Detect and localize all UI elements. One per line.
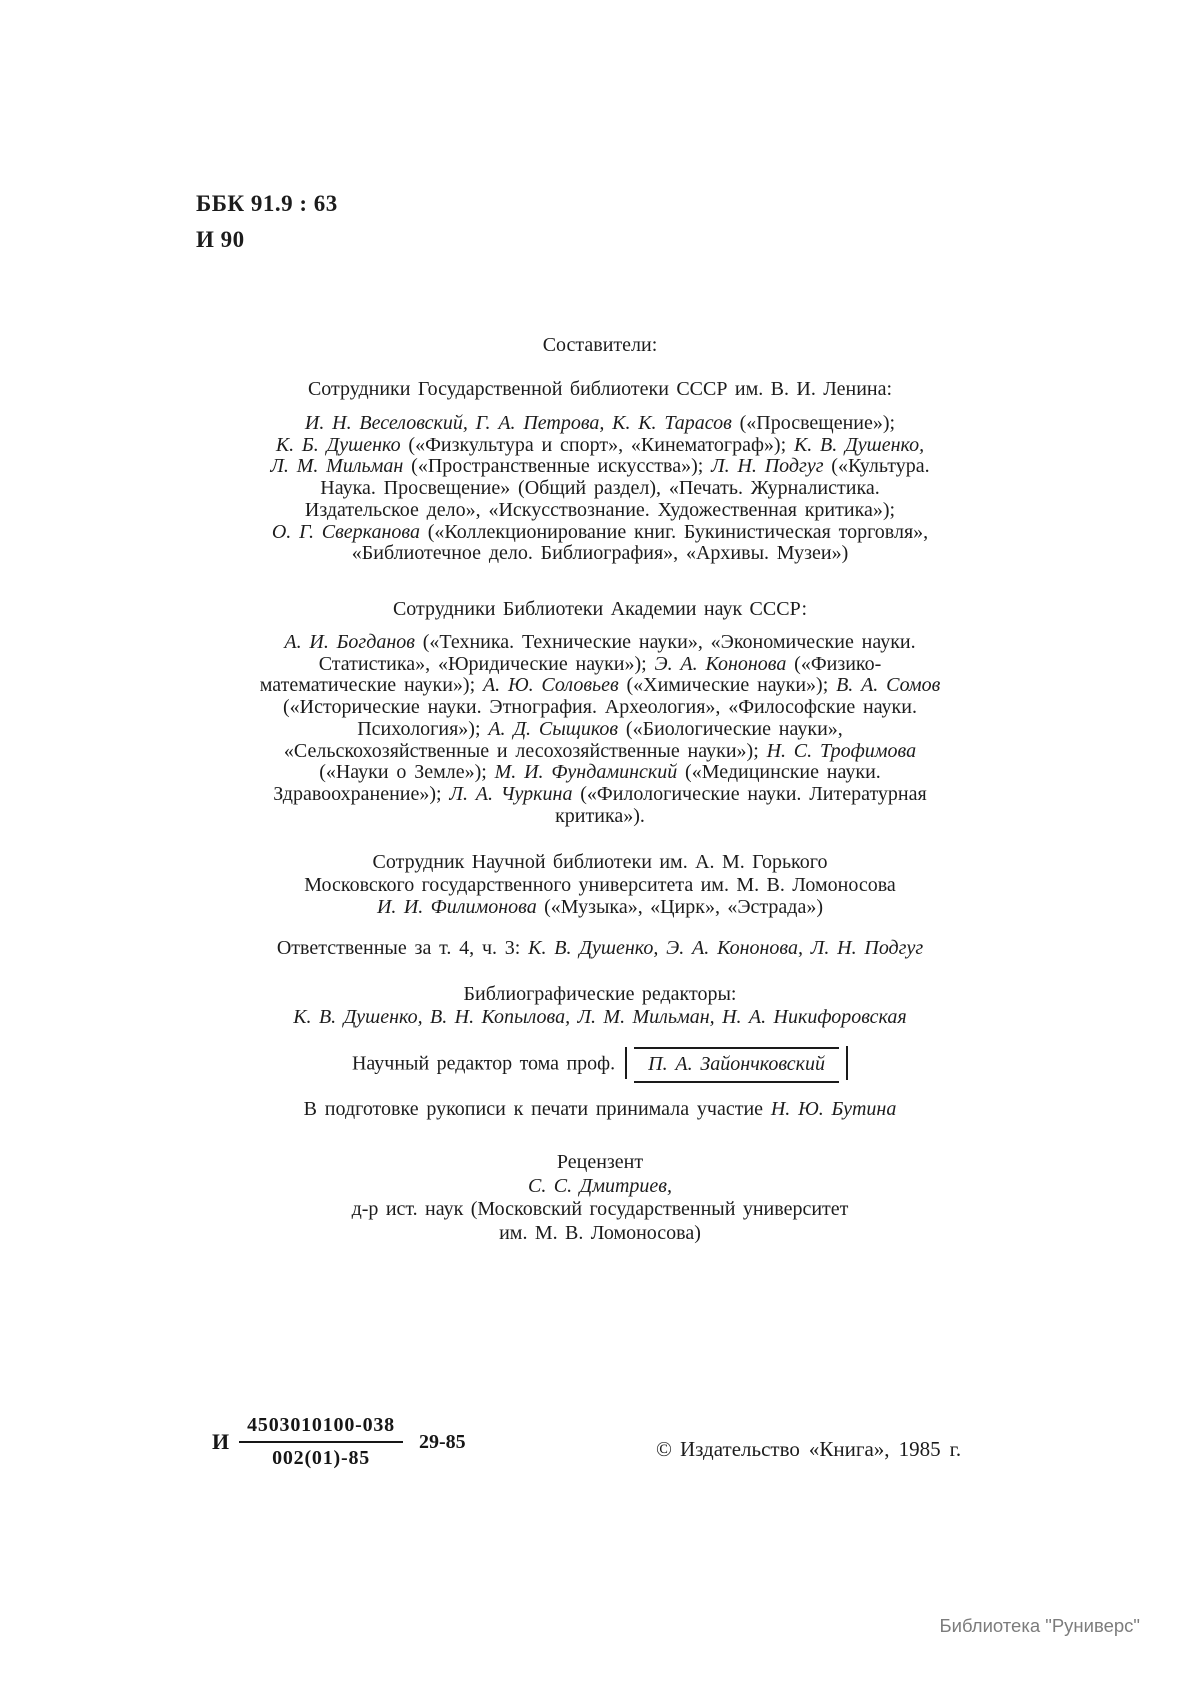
text-segment: «Сельскохозяйственные и лесохозяйственные науки»); <box>283 739 767 762</box>
text-line <box>0 632 1200 654</box>
person-name: К. В. Душенко, Э. А. Кононова, Л. Н. Подгуг <box>528 937 924 959</box>
text-segment: («Химические науки»); <box>618 674 837 697</box>
text-segment: («Просвещение»); <box>731 412 896 434</box>
text-line <box>0 936 1200 960</box>
scientific-editor-line <box>0 1046 1200 1084</box>
person-name: С. С. Дмитриев, <box>528 1174 672 1197</box>
text-line <box>0 500 1200 522</box>
text-segment: («Пространственные искусства»); <box>403 455 712 478</box>
person-name: А. Д. Сыщиков <box>488 717 619 740</box>
text-segment: Рецензент <box>556 1151 644 1173</box>
text-segment: («Филологические науки. Литературная <box>572 782 927 805</box>
catalog-index-numerator: 4503010100-038 <box>239 1414 403 1443</box>
text-segment: Московского государственного университета им. М. В. Ломоносова <box>304 873 896 896</box>
text-line <box>0 896 1200 919</box>
catalog-index-fraction <box>239 1414 403 1470</box>
person-name: А. И. Богданов <box>284 631 415 653</box>
text-segment: («Физкультура и спорт», «Кинематограф»); <box>400 433 794 456</box>
lenin-staff-list <box>0 413 1200 565</box>
text-segment: математические науки»); <box>259 674 483 697</box>
responsible-editors-line <box>0 936 1200 960</box>
person-name: Н. С. Трофимова <box>766 739 917 762</box>
compilers-heading: Составители: <box>542 334 658 356</box>
text-segment: Психология»); <box>357 717 489 740</box>
text-line <box>0 1006 1200 1029</box>
person-name: И. И. Филимонова <box>376 896 537 919</box>
bbk-code: ББК 91.9 : 63 <box>196 191 338 216</box>
copyright-icon: © <box>656 1437 672 1461</box>
text-segment: («Медицинские науки. <box>677 761 881 784</box>
text-segment: Издательское дело», «Искусствознание. Художественная критика»); <box>304 498 896 521</box>
text-segment: («Биологические науки», <box>618 717 843 740</box>
text-line <box>0 522 1200 544</box>
text-segment: («Музыка», «Цирк», «Эстрада») <box>536 896 824 919</box>
text-segment: («Физико- <box>786 652 882 675</box>
text-segment: Здравоохранение»); <box>273 782 450 805</box>
text-line <box>0 1175 1200 1199</box>
runivers-watermark: Библиотека "Руниверс" <box>939 1615 1140 1636</box>
academy-staff-heading: Сотрудники Библиотеки Академии наук СССР: <box>392 598 808 620</box>
text-line <box>0 456 1200 478</box>
person-name: А. Ю. Соловьев <box>482 674 619 697</box>
text-segment: («Науки о Земле»); <box>319 761 495 784</box>
person-name: К. В. Душенко, <box>793 433 925 456</box>
copyright-notice <box>656 1437 961 1462</box>
text-line <box>0 1097 1200 1121</box>
lenin-staff-heading: Сотрудники Государственной библиотеки СССР им. В. И. Ленина: <box>307 378 893 400</box>
person-name: Л. А. Чуркина <box>449 782 573 805</box>
text-line <box>0 697 1200 719</box>
text-segment: («Исторические науки. Этнография. Археология», «Философские науки. <box>283 696 917 719</box>
author-index-code: И 90 <box>196 227 245 252</box>
text-segment: им. М. В. Ломоносова) <box>499 1221 701 1244</box>
frame-right-bar-icon <box>846 1046 848 1080</box>
catalog-index-letter: И <box>212 1429 230 1454</box>
person-name: О. Г. Сверканова <box>271 520 420 543</box>
text-line <box>0 719 1200 741</box>
person-name: Л. Н. Подгуг <box>711 455 824 478</box>
text-line <box>0 1198 1200 1222</box>
person-name: Н. Ю. Бутина <box>770 1098 897 1120</box>
text-segment: («Культура. <box>823 455 930 478</box>
text-line <box>0 851 1200 874</box>
text-line <box>0 741 1200 763</box>
text-segment: критика»). <box>555 804 645 827</box>
academy-staff-list <box>0 632 1200 827</box>
bbk-classification-block <box>196 186 338 258</box>
text-line <box>0 675 1200 697</box>
text-segment: Библиографические редакторы: <box>463 983 737 1005</box>
text-line <box>0 1151 1200 1175</box>
text-line <box>0 874 1200 897</box>
person-name: К. Б. Душенко <box>275 433 401 456</box>
text-segment: («Коллекционирование книг. Букинистическая торговля», <box>419 520 929 543</box>
text-segment: Статистика», «Юридические науки»); <box>318 652 655 675</box>
person-name: К. В. Душенко, В. Н. Копылова, Л. М. Мильман, Н. А. Никифоровская <box>293 1005 907 1028</box>
person-name: Л. М. Мильман <box>270 455 404 478</box>
person-name: В. А. Сомов <box>836 674 941 697</box>
text-line <box>0 654 1200 676</box>
text-segment: В подготовке рукописи к печати принимала участие <box>303 1098 771 1120</box>
manuscript-participation-line <box>0 1097 1200 1121</box>
text-line <box>0 413 1200 435</box>
text-segment: «Библиотечное дело. Библиография», «Архивы. Музеи») <box>351 542 849 565</box>
catalog-index-denominator: 002(01)-85 <box>272 1447 371 1469</box>
text-line <box>0 478 1200 500</box>
text-line <box>0 1222 1200 1246</box>
catalog-index-suffix: 29-85 <box>419 1430 466 1453</box>
text-line <box>0 543 1200 565</box>
text-line <box>0 784 1200 806</box>
text-line <box>0 983 1200 1006</box>
text-segment: д-р ист. наук (Московский государственный университет <box>351 1198 849 1221</box>
person-name: И. Н. Веселовский, Г. А. Петрова, К. К. Тарасов <box>304 412 732 434</box>
text-segment: («Техника. Технические науки», «Экономические науки. <box>414 631 916 653</box>
person-name: М. И. Фундаминский <box>494 761 678 784</box>
text-line <box>0 762 1200 784</box>
catalog-index-block <box>212 1414 466 1470</box>
text-segment: Наука. Просвещение» (Общий раздел), «Печать. Журналистика. <box>320 477 880 500</box>
bibliographic-editors-block <box>0 983 1200 1028</box>
person-name: Э. А. Кононова <box>654 652 787 675</box>
text-line <box>0 435 1200 457</box>
reviewer-block <box>0 1151 1200 1245</box>
scientific-editor-prefix: Научный редактор тома проф. <box>351 1052 616 1075</box>
text-segment: Ответственные за т. 4, ч. 3: <box>276 937 529 959</box>
copyright-text: Издательство «Книга», 1985 г. <box>679 1437 962 1461</box>
frame-left-bar-icon <box>625 1047 627 1079</box>
deceased-frame-name: П. А. Зайончковский <box>634 1047 839 1083</box>
text-segment: Сотрудник Научной библиотеки им. А. М. Горького <box>372 851 828 873</box>
text-line <box>0 806 1200 828</box>
msu-staff-block <box>0 851 1200 919</box>
